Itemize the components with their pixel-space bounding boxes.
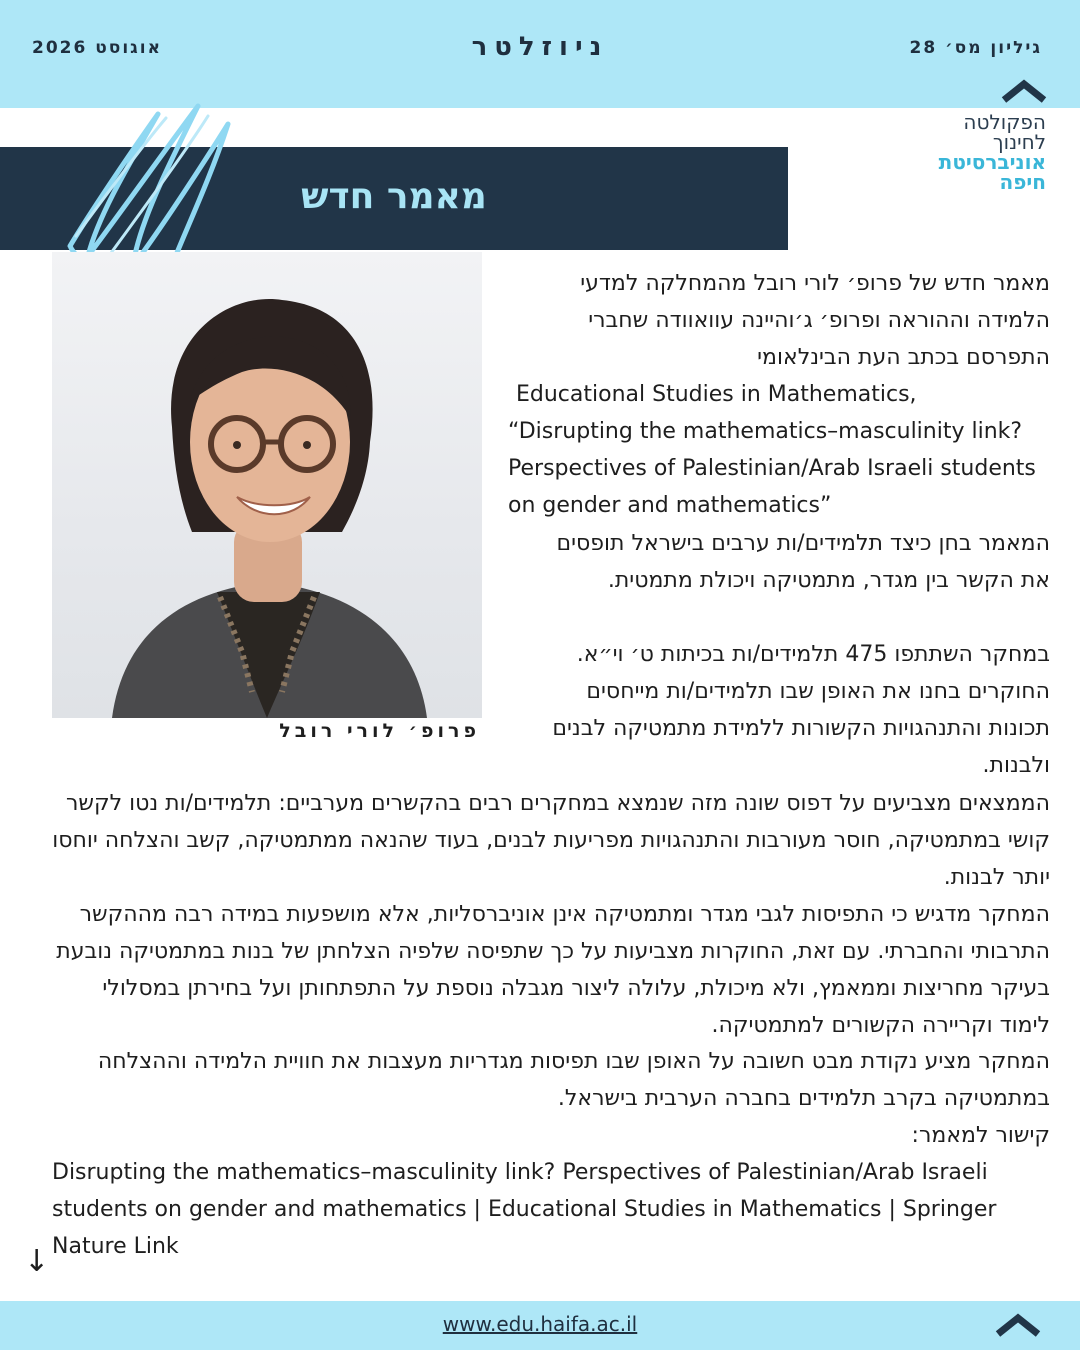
article-title-en: “Disrupting the mathematics–masculinity link? Perspectives of Palestinian/Arab Israeli students on gender and mathematics”	[508, 419, 1036, 518]
photo-caption: פרופ׳ לורי רובל	[279, 720, 480, 742]
faculty-logo	[939, 112, 1046, 192]
paragraph-scope: המאמר בחן כיצד תלמידים/ות ערבים בישראל תופסים את הקשר בין מגדר, מתמטיקה ויכולת מתמטית.	[556, 531, 1050, 593]
paragraph-discussion: המחקר מדגיש כי התפיסות לגבי מגדר ומתמטיקה אינן אוניברסליות, אלא מושפעות במידה רבה מההקשר התרבותי והחברתי. עם זאת, החוקרות מצביעות על כך שתפיסה שלפיה הצלחתן של בנות במתמטיקה נובעת בעיקר מחריצות וממאמץ, ולא מיכולת, עלולה ליצור מגבלה נוספת על התפתחותן ועל בחירתן במסלולי לימוד וקריירה הקשורים למתמטיקה.	[56, 902, 1050, 1038]
issue-date: אוגוסט 2026	[32, 38, 162, 58]
issue-number: גיליון מס׳ 28	[909, 38, 1042, 58]
portrait-illustration	[52, 252, 482, 718]
portrait-photo	[52, 252, 482, 718]
website-link[interactable]: www.edu.haifa.ac.il	[442, 1312, 638, 1336]
logo-line-haifa: חיפה	[999, 170, 1046, 194]
paragraph-method: במחקר השתתפו 475 תלמידים/ות בכיתות ט׳ וי״א. החוקרים בחנו את האופן שבו תלמידים/ות מייחסים תכונות והתנהגויות הקשורות ללמידת מתמטיקה לבנים ולבנות.	[552, 642, 1050, 778]
paragraph-conclusion: המחקר מציע נקודת מבט חשובה על האופן שבו תפיסות מגדריות מעצבות את חוויית הלמידה וההצלחה במתמטיקה בקרב תלמידים בחברה הערבית בישראל.	[97, 1049, 1050, 1111]
chevron-up-icon	[1000, 74, 1048, 106]
section-title: מאמר חדש	[301, 176, 487, 217]
chevron-up-icon[interactable]	[994, 1308, 1042, 1340]
newsletter-title: ניוזלטר	[471, 32, 609, 62]
journal-name: Educational Studies in Mathematics,	[516, 382, 917, 407]
down-arrow-icon: ↓	[24, 1244, 50, 1279]
article-intro: מאמר חדש של פרופ׳ לורי רובל מהמחלקה למדעי הלמידה וההוראה ופרופ׳ ג׳והיינה עוואוודה שחברי התפרסם בכתב העת הבינלאומי	[580, 271, 1050, 370]
logo-line-faculty: הפקולטה	[963, 110, 1046, 134]
logo-line-education: לחינוך	[992, 130, 1046, 154]
logo-line-university: אוניברסיטת	[938, 150, 1046, 174]
link-label: קישור למאמר:	[911, 1123, 1050, 1148]
paragraph-findings: הממצאים מצביעים על דפוס שונה מזה שנמצא במחקרים רבים בהקשרים מערביים: תלמידים/ות נטו לקשר קושי במתמטיקה, חוסר מעורבות והתנהגויות מפריעות לבנים, בעוד שהנאה ממתמטיקה, קשב והצלחה יוחסו יותר לבנות.	[52, 791, 1050, 890]
article-link[interactable]: Disrupting the mathematics–masculinity link? Perspectives of Palestinian/Arab Israeli students on gender and mathematics | Educational Studies in Mathematics | Springer Nature Link	[52, 1160, 997, 1259]
